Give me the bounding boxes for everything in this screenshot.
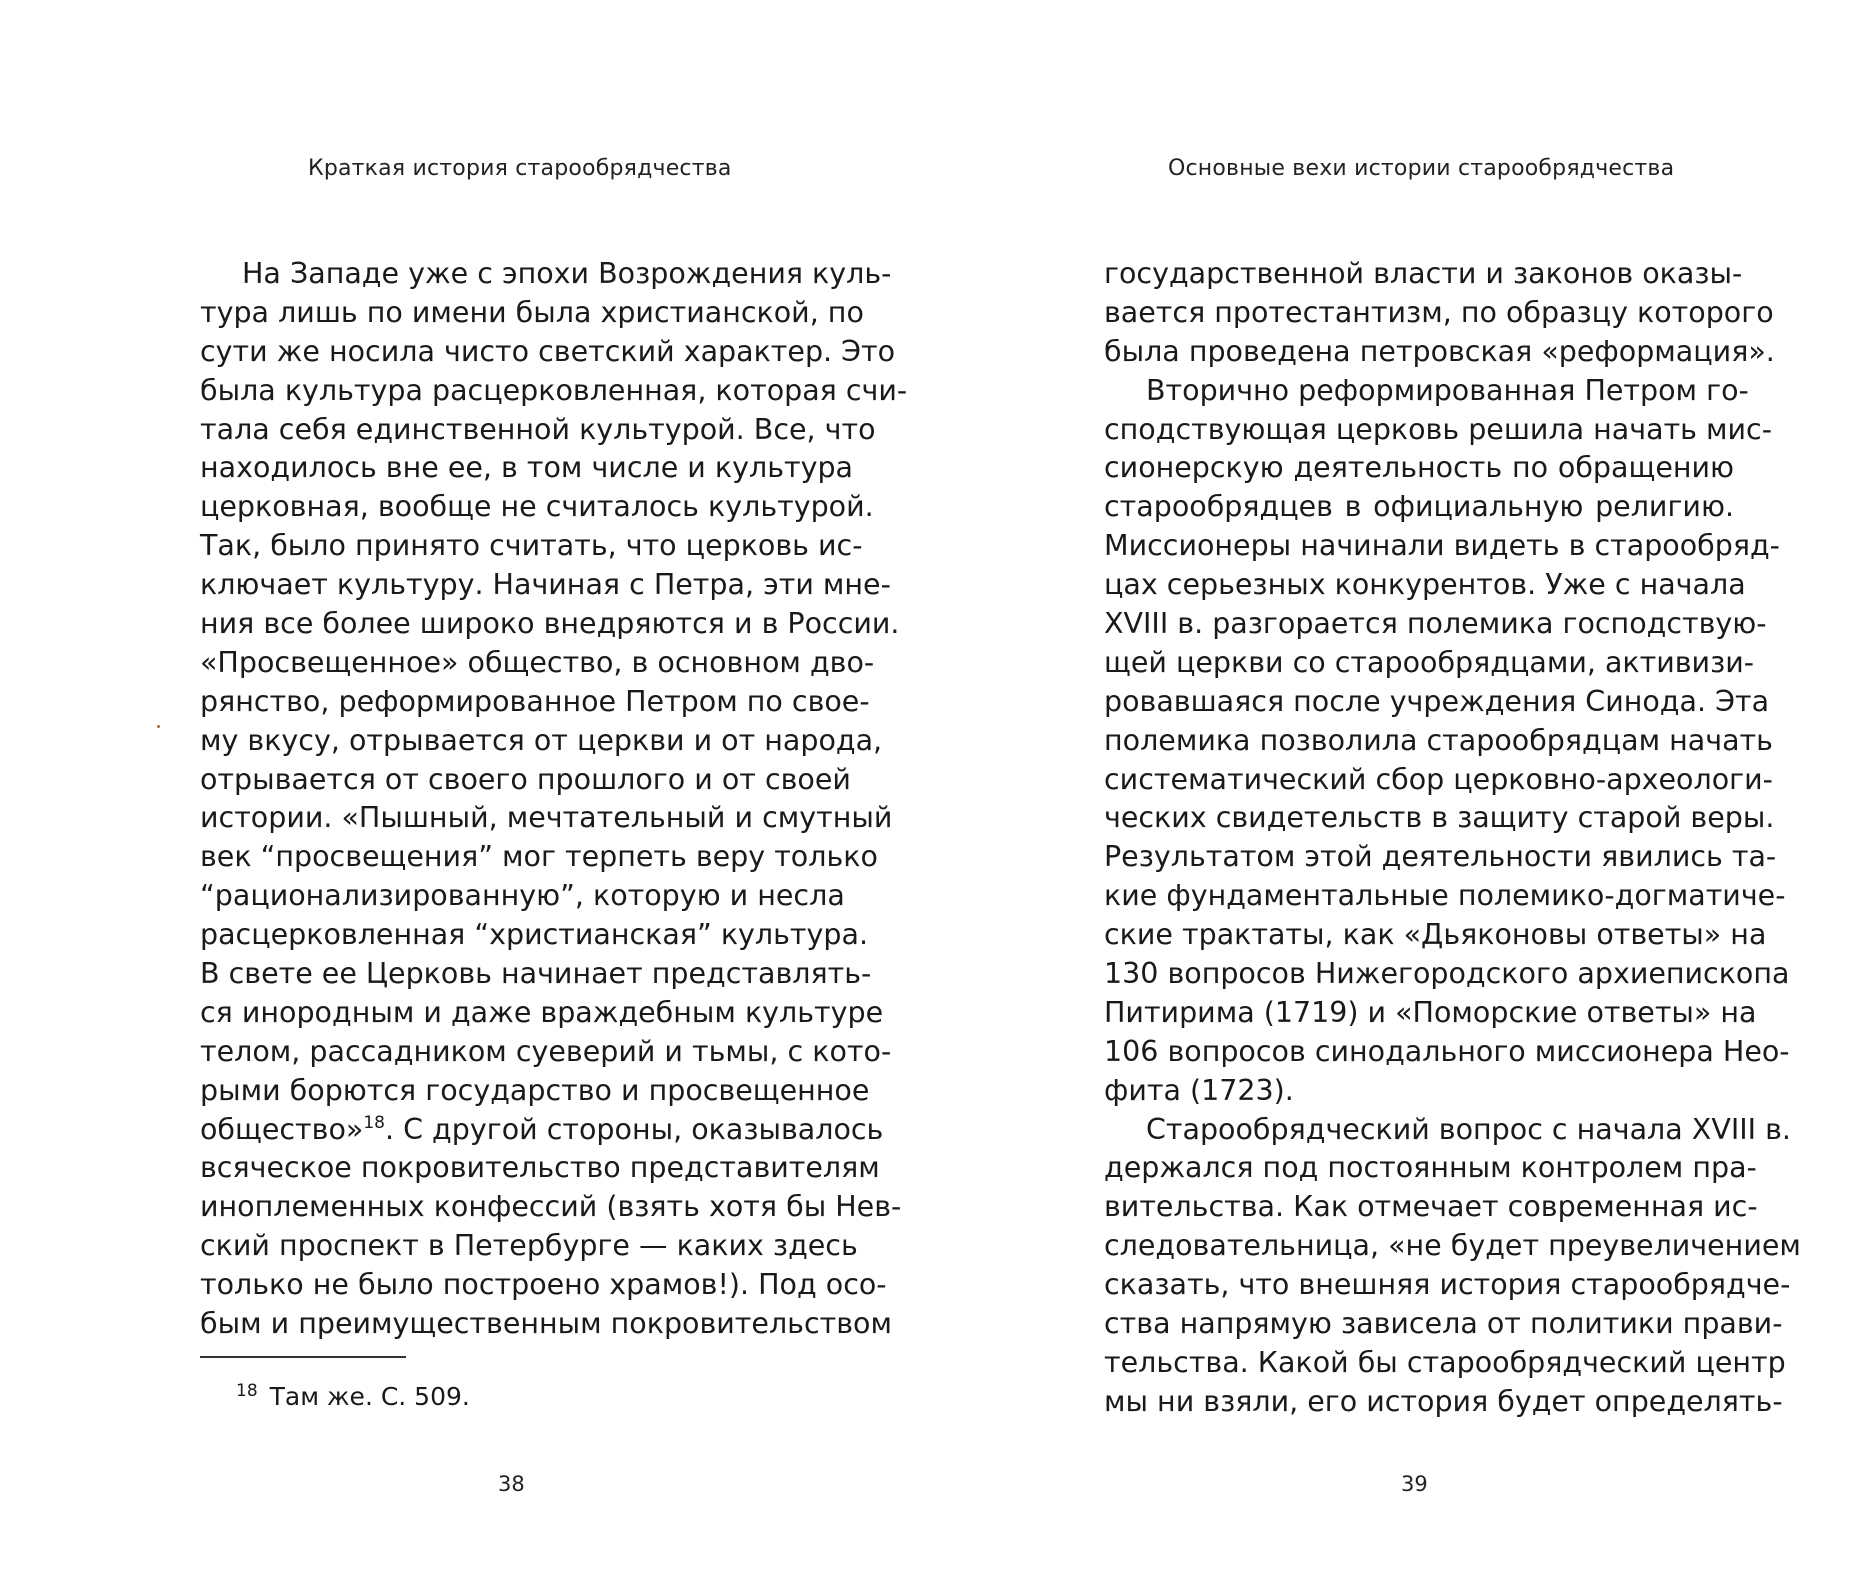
text-line-content: церковная, вообще не считалось культурой. [200, 490, 874, 524]
text-line-content: ключает культуру. Начиная с Петра, эти мне- [200, 568, 891, 602]
text-line [200, 799, 893, 838]
text-line [1104, 683, 1770, 722]
text-line-content: старообрядцев в официальную религию. [1104, 490, 1734, 524]
text-line-content: истории. «Пышный, мечтательный и смутный [200, 801, 893, 835]
text-line-content: ские трактаты, как «Дьяконовы ответы» на [1104, 918, 1767, 952]
text-line [200, 333, 896, 372]
text-line-content: мы ни взяли, его история будет определять- [1104, 1384, 1783, 1418]
text-line-content: В свете ее Церковь начинает представлять- [200, 957, 872, 991]
text-line-content: была проведена петровская «реформация». [1104, 334, 1775, 368]
text-line [1104, 294, 1774, 333]
footnote-number: 18 [236, 1381, 258, 1401]
text-line-content: отрывается от своего прошлого и от своей [200, 762, 851, 796]
text-line [200, 916, 869, 955]
text-line [200, 994, 884, 1033]
running-head-right: Основные вехи истории старообрядчества [1168, 156, 1675, 181]
text-line [1104, 1188, 1758, 1227]
text-line-content: Так, было принято считать, что церковь ис- [200, 529, 863, 563]
paper-speck [157, 725, 160, 728]
text-line-content: держался под постоянным контролем пра- [1104, 1151, 1757, 1185]
text-line-content: рыми борются государство и просвещенное [200, 1073, 870, 1107]
text-line-content: следовательница, «не будет преувеличением [1104, 1229, 1801, 1263]
text-line-content: находилось вне ее, в том числе и культура [200, 451, 854, 485]
footnote-text: Там же. С. 509. [269, 1382, 470, 1411]
text-line [1104, 1033, 1790, 1072]
text-line [200, 761, 851, 800]
text-line [1104, 333, 1775, 372]
text-line [1104, 1149, 1757, 1188]
footnote [236, 1381, 470, 1411]
text-line-content: щей церкви со старообрядцами, активизи- [1104, 645, 1755, 679]
text-line-content: Питирима (1719) и «Поморские ответы» на [1104, 995, 1757, 1029]
text-line-content: 106 вопросов синодального миссионера Нео- [1104, 1034, 1790, 1068]
text-line [200, 1266, 887, 1305]
text-line-content: сказать, что внешняя история старообрядче- [1104, 1268, 1791, 1302]
text-line-content: На Западе уже с эпохи Возрождения куль- [242, 257, 892, 290]
text-line-content: кие фундаментальные полемико-догматиче- [1104, 879, 1786, 913]
text-line-content: государственной власти и законов оказы- [1104, 257, 1743, 290]
text-line [1104, 916, 1767, 955]
text-line [200, 644, 875, 683]
text-line [1104, 877, 1786, 916]
text-line-content: 130 вопросов Нижегородского архиепископа [1104, 957, 1790, 991]
text-line [1104, 1111, 1791, 1150]
text-line-content: вается протестантизм, по образцу которого [1104, 295, 1774, 329]
right-body-text [1104, 255, 1801, 1422]
text-line-content: Вторично реформированная Петром го- [1146, 373, 1749, 407]
text-line [1104, 1227, 1801, 1266]
text-line-content: тельства. Какой бы старообрядческий центр [1104, 1345, 1786, 1379]
text-line [200, 1305, 892, 1344]
text-line-content: полемика позволила старообрядцам начать [1104, 723, 1773, 757]
left-page [0, 0, 934, 1586]
page-number-left: 38 [498, 1472, 525, 1496]
text-line-content: сподствующая церковь решила начать мис- [1104, 412, 1773, 446]
text-line [200, 372, 908, 411]
text-line [1104, 566, 1746, 605]
text-line [1104, 1383, 1783, 1422]
text-line-content: тала себя единственной культурой. Все, что [200, 412, 876, 446]
text-line [1104, 799, 1775, 838]
text-line [200, 255, 892, 294]
text-line-content: ровавшаяся после учреждения Синода. Эта [1104, 684, 1770, 718]
text-line [1104, 1305, 1783, 1344]
text-line-content: “рационализированную”, которую и несла [200, 879, 845, 913]
text-line [200, 877, 845, 916]
text-line [200, 566, 891, 605]
text-line [200, 294, 864, 333]
text-line [200, 527, 863, 566]
text-line-content: Результатом этой деятельности явились та- [1104, 840, 1777, 874]
text-line-content: Старообрядческий вопрос с начала XVIII в. [1146, 1112, 1791, 1146]
text-line-content: ский проспект в Петербурге — каких здесь [200, 1229, 858, 1263]
text-line [1104, 411, 1773, 450]
text-line-content: ческих свидетельств в защиту старой веры. [1104, 801, 1775, 835]
text-line-content: ся инородным и даже враждебным культуре [200, 995, 884, 1029]
text-line-content: тура лишь по имени была христианской, по [200, 295, 864, 329]
text-line [1104, 955, 1790, 994]
text-line [1104, 994, 1757, 1033]
text-line-tail: . С другой стороны, оказывалось [384, 1112, 884, 1146]
text-line-content: Миссионеры начинали видеть в старообряд- [1104, 529, 1780, 563]
footnote-rule [200, 1356, 406, 1358]
text-line-content: му вкусу, отрывается от церкви и от народа, [200, 723, 883, 757]
text-line [200, 1033, 892, 1072]
text-line [1104, 1072, 1734, 1111]
text-line [1104, 488, 1734, 527]
text-line-content: «Просвещенное» общество, в основном дво- [200, 645, 875, 679]
text-line [200, 955, 872, 994]
text-line-content: фита (1723). [1104, 1073, 1294, 1107]
text-line [1104, 1266, 1791, 1305]
text-line [200, 1149, 880, 1188]
text-line-content: расцерковленная “христианская” культура. [200, 918, 869, 952]
text-line-content: ства напрямую зависела от политики прави- [1104, 1307, 1783, 1341]
text-line-content: цах серьезных конкурентов. Уже с начала [1104, 568, 1746, 602]
text-line-content: вительства. Как отмечает современная ис- [1104, 1190, 1758, 1224]
text-line [1104, 527, 1780, 566]
text-line [200, 722, 883, 761]
text-line-content: бым и преимущественным покровительством [200, 1307, 892, 1341]
text-line [1104, 449, 1734, 488]
text-line-content: систематический сбор церковно-археологи- [1104, 762, 1773, 796]
text-line-content: только не было построено храмов!). Под осо- [200, 1268, 887, 1302]
text-line-content: телом, рассадником суеверий и тьмы, с кото- [200, 1034, 892, 1068]
text-line-content: общество» [200, 1112, 364, 1146]
text-line [200, 1111, 884, 1150]
text-line [1104, 722, 1773, 761]
text-line [200, 1227, 858, 1266]
running-head-left: Краткая история старообрядчества [308, 156, 732, 181]
page-number-right: 39 [1401, 1472, 1428, 1496]
text-line-content: ния все более широко внедряются и в России. [200, 607, 900, 641]
text-line-content: иноплеменных конфессий (взять хотя бы Нев- [200, 1190, 902, 1224]
text-line-content: сути же носила чисто светский характер. Это [200, 334, 896, 368]
right-page [934, 0, 1869, 1586]
text-line-content: рянство, реформированное Петром по свое- [200, 684, 870, 718]
text-line [1104, 372, 1749, 411]
left-body-text [200, 255, 908, 1344]
text-line [1104, 255, 1743, 294]
text-line [1104, 1344, 1786, 1383]
text-line [200, 838, 878, 877]
text-line-content: XVIII в. разгорается полемика господствую- [1104, 607, 1767, 641]
text-line-content: была культура расцерковленная, которая счи- [200, 373, 908, 407]
text-line [1104, 838, 1777, 877]
text-line [200, 1072, 870, 1111]
text-line [200, 449, 854, 488]
text-line [1104, 761, 1773, 800]
text-line-content: сионерскую деятельность по обращению [1104, 451, 1734, 485]
text-line [200, 411, 876, 450]
text-line [200, 1188, 902, 1227]
text-line-content: всяческое покровительство представителям [200, 1151, 880, 1185]
text-line [200, 488, 874, 527]
footnote-reference: 18 [363, 1112, 385, 1133]
text-line [1104, 605, 1767, 644]
text-line [1104, 644, 1755, 683]
text-line [200, 683, 870, 722]
text-line [200, 605, 900, 644]
text-line-content: век “просвещения” мог терпеть веру только [200, 840, 878, 874]
